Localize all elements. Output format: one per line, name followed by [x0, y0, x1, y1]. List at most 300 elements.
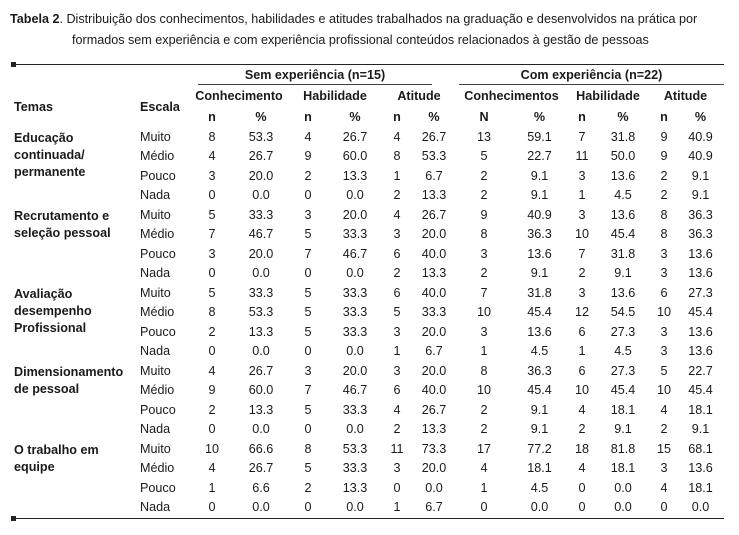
count-cell: 2: [480, 168, 488, 183]
percent-cell: 0.0: [252, 422, 270, 436]
subheader-cell: %: [694, 110, 707, 124]
scale-cell: Muito: [140, 285, 171, 300]
theme-label-line: continuada/: [14, 147, 85, 162]
theme-label-line: Dimensionamento: [14, 364, 124, 379]
percent-cell: 46.7: [342, 246, 368, 261]
column-header-sem-conhecimento: Conhecimento: [195, 89, 283, 104]
count-cell: 11: [575, 149, 589, 163]
percent-cell: 40.9: [688, 149, 713, 163]
count-cell: 3: [660, 324, 668, 339]
count-cell: 0: [393, 480, 401, 495]
count-cell: 2: [393, 188, 401, 202]
count-cell: 4: [304, 129, 312, 144]
count-cell: 0: [208, 266, 216, 280]
count-cell: 4: [660, 402, 668, 417]
percent-cell: 40.0: [421, 246, 447, 261]
count-cell: 4: [578, 402, 586, 417]
count-cell: 2: [208, 324, 216, 339]
count-cell: 8: [208, 305, 216, 319]
count-cell: 15: [656, 441, 671, 456]
count-cell: 3: [480, 324, 488, 339]
count-cell: 0: [208, 500, 216, 514]
count-cell: 7: [578, 246, 586, 261]
percent-cell: 31.8: [527, 285, 552, 300]
count-cell: 6: [393, 383, 401, 397]
count-cell: 3: [578, 207, 586, 222]
subheader-cell: %: [617, 110, 629, 124]
scale-cell: Muito: [140, 129, 171, 144]
percent-cell: 4.5: [530, 344, 549, 358]
percent-cell: 9.1: [614, 422, 632, 436]
count-cell: 10: [656, 305, 671, 319]
percent-cell: 31.8: [610, 246, 636, 261]
scale-cell: Pouco: [140, 246, 176, 261]
percent-cell: 20.0: [342, 363, 368, 378]
theme-label-line: permanente: [14, 164, 86, 179]
count-cell: 5: [660, 363, 668, 378]
scale-cell: Nada: [140, 344, 171, 358]
percent-cell: 26.7: [248, 461, 274, 475]
percent-cell: 40.0: [421, 285, 447, 300]
count-cell: 0: [304, 500, 312, 514]
percent-cell: 0.0: [614, 480, 632, 495]
count-cell: 8: [393, 149, 401, 163]
percent-cell: 0.0: [425, 480, 443, 495]
scale-cell: Médio: [140, 305, 175, 319]
count-cell: 3: [660, 246, 668, 261]
count-cell: 18: [574, 441, 589, 456]
percent-cell: 0.0: [252, 500, 270, 514]
count-cell: 17: [476, 441, 491, 456]
count-cell: 2: [480, 266, 488, 280]
percent-cell: 45.4: [688, 383, 713, 397]
count-cell: 10: [574, 227, 589, 241]
scale-cell: Muito: [140, 441, 171, 456]
table-row: [14, 440, 722, 460]
percent-cell: 54.5: [610, 305, 636, 319]
percent-cell: 33.3: [421, 305, 447, 319]
theme-label-line: de pessoal: [14, 381, 80, 396]
percent-cell: 6.7: [425, 344, 443, 358]
percent-cell: 46.7: [342, 383, 368, 397]
count-cell: 0: [208, 422, 216, 436]
percent-cell: 0.0: [346, 188, 364, 202]
percent-cell: 26.7: [421, 129, 447, 144]
percent-cell: 18.1: [688, 480, 713, 495]
count-cell: 6: [578, 363, 586, 378]
count-cell: 0: [578, 480, 586, 495]
count-cell: 5: [304, 227, 312, 241]
subheader-cell: n: [304, 110, 312, 124]
scale-cell: Nada: [140, 422, 171, 436]
percent-cell: 13.6: [688, 266, 713, 280]
percent-cell: 45.4: [610, 383, 636, 397]
count-cell: 7: [208, 227, 216, 241]
count-cell: 6: [393, 246, 401, 261]
count-cell: 7: [304, 246, 312, 261]
percent-cell: 68.1: [688, 441, 713, 456]
table-body: [14, 128, 722, 518]
top-rule: [13, 64, 724, 65]
percent-cell: 13.6: [610, 207, 636, 222]
table-caption: [10, 9, 732, 51]
count-cell: 4: [393, 402, 401, 417]
caption-text-line2: formados sem experiência e com experiência profissional conteúdos relacionados à gestão de pessoas: [72, 33, 649, 47]
percent-cell: 13.6: [688, 461, 713, 475]
percent-cell: 0.0: [346, 422, 364, 436]
table-row: [14, 128, 722, 148]
count-cell: 7: [578, 129, 586, 144]
percent-cell: 77.2: [527, 441, 552, 456]
count-cell: 3: [304, 207, 312, 222]
percent-cell: 40.9: [688, 129, 713, 144]
count-cell: 3: [660, 461, 668, 475]
count-cell: 5: [393, 305, 401, 319]
count-cell: 5: [208, 285, 216, 300]
count-cell: 2: [660, 188, 668, 202]
scale-cell: Médio: [140, 383, 175, 397]
percent-cell: 73.3: [421, 441, 447, 456]
count-cell: 5: [304, 461, 312, 475]
percent-cell: 33.3: [248, 285, 274, 300]
column-header-sem-habilidade: Habilidade: [303, 89, 367, 104]
count-cell: 7: [304, 383, 312, 397]
percent-cell: 26.7: [248, 149, 274, 163]
count-cell: 10: [204, 441, 219, 456]
count-cell: 8: [480, 363, 488, 378]
percent-cell: 45.4: [610, 227, 636, 241]
percent-cell: 33.3: [342, 285, 368, 300]
count-cell: 10: [476, 305, 491, 319]
count-cell: 4: [208, 149, 216, 163]
percent-cell: 26.7: [421, 207, 447, 222]
count-cell: 10: [574, 383, 589, 397]
count-cell: 0: [480, 500, 488, 514]
count-cell: 0: [304, 188, 312, 202]
count-cell: 5: [304, 324, 312, 339]
count-cell: 1: [480, 344, 488, 358]
count-cell: 8: [660, 207, 668, 222]
count-cell: 2: [578, 422, 586, 436]
percent-cell: 13.3: [248, 324, 274, 339]
count-cell: 2: [393, 266, 401, 280]
percent-cell: 40.9: [527, 207, 552, 222]
percent-cell: 27.3: [610, 363, 636, 378]
count-cell: 3: [393, 363, 401, 378]
column-header-sem-atitude: Atitude: [397, 89, 441, 104]
count-cell: 1: [578, 188, 586, 202]
percent-cell: 33.3: [342, 461, 368, 475]
caption-label: Tabela 2: [10, 12, 60, 26]
percent-cell: 20.0: [248, 168, 274, 183]
theme-label: [14, 128, 140, 206]
subheader-cell: %: [255, 110, 267, 124]
percent-cell: 26.7: [421, 402, 447, 417]
percent-cell: 0.0: [530, 500, 549, 514]
column-header-com-atitude: Atitude: [663, 89, 708, 104]
percent-cell: 0.0: [614, 500, 632, 514]
count-cell: 0: [578, 500, 586, 514]
column-header-com-habilidade: Habilidade: [576, 89, 640, 104]
percent-cell: 13.6: [527, 324, 552, 339]
percent-cell: 22.7: [527, 149, 552, 163]
percent-cell: 45.4: [688, 305, 713, 319]
percent-cell: 9.1: [691, 422, 710, 436]
count-cell: 4: [208, 461, 216, 475]
percent-cell: 13.6: [688, 344, 713, 358]
percent-cell: 59.1: [527, 129, 552, 144]
percent-cell: 33.3: [342, 227, 368, 241]
percent-cell: 36.3: [688, 227, 713, 241]
percent-cell: 53.3: [421, 149, 447, 163]
percent-cell: 60.0: [248, 383, 274, 397]
scale-cell: Médio: [140, 461, 175, 475]
percent-cell: 22.7: [688, 363, 713, 378]
percent-cell: 81.8: [610, 441, 636, 456]
count-cell: 1: [208, 480, 216, 495]
theme-label-line: O trabalho em: [14, 442, 99, 457]
subheader-cell: n: [393, 110, 401, 124]
count-cell: 3: [208, 168, 216, 183]
percent-cell: 18.1: [610, 402, 636, 417]
group-header-sem-experiencia: Sem experiência (n=15): [198, 66, 432, 85]
theme-label: [14, 362, 140, 440]
percent-cell: 4.5: [530, 480, 549, 495]
count-cell: 13: [476, 129, 491, 144]
percent-cell: 9.1: [530, 402, 549, 417]
count-cell: 9: [660, 129, 668, 144]
column-header-com-conhecimentos: Conhecimentos: [464, 89, 559, 104]
percent-cell: 18.1: [610, 461, 636, 475]
percent-cell: 13.3: [342, 480, 368, 495]
count-cell: 3: [393, 461, 401, 475]
percent-cell: 13.6: [688, 324, 713, 339]
percent-cell: 20.0: [421, 227, 447, 241]
count-cell: 3: [578, 168, 586, 183]
theme-label-line: Avaliação: [14, 286, 73, 301]
percent-cell: 26.7: [248, 363, 274, 378]
percent-cell: 46.7: [248, 227, 274, 241]
percent-cell: 33.3: [342, 324, 368, 339]
scale-cell: Pouco: [140, 324, 176, 339]
theme-label-line: Recrutamento e: [14, 208, 110, 223]
count-cell: 3: [578, 285, 586, 300]
percent-cell: 0.0: [346, 266, 364, 280]
count-cell: 2: [578, 266, 586, 280]
count-cell: 3: [480, 246, 488, 261]
count-cell: 6: [393, 285, 401, 300]
scale-cell: Pouco: [140, 168, 176, 183]
count-cell: 4: [480, 461, 488, 475]
percent-cell: 13.6: [527, 246, 552, 261]
subheader-cell: %: [533, 110, 546, 124]
subheader-cell: n: [660, 110, 668, 124]
count-cell: 3: [660, 266, 668, 280]
count-cell: 9: [660, 149, 668, 163]
count-cell: 0: [660, 500, 668, 514]
percent-cell: 33.3: [342, 305, 368, 319]
percent-cell: 36.3: [527, 363, 552, 378]
count-cell: 1: [393, 168, 401, 183]
count-cell: 3: [393, 227, 401, 241]
percent-cell: 9.1: [530, 266, 549, 280]
count-cell: 6: [660, 285, 668, 300]
percent-cell: 0.0: [691, 500, 710, 514]
percent-cell: 20.0: [421, 461, 447, 475]
count-cell: 3: [393, 324, 401, 339]
percent-cell: 20.0: [421, 324, 447, 339]
theme-label-line: seleção pessoal: [14, 225, 111, 240]
count-cell: 0: [304, 344, 312, 358]
percent-cell: 20.0: [421, 363, 447, 378]
count-cell: 5: [480, 149, 488, 163]
percent-cell: 50.0: [610, 149, 636, 163]
count-cell: 8: [208, 129, 216, 144]
count-cell: 0: [208, 188, 216, 202]
percent-cell: 60.0: [342, 149, 368, 163]
theme-label-line: equipe: [14, 459, 55, 474]
theme-label-line: Profissional: [14, 320, 87, 335]
percent-cell: 53.3: [248, 305, 274, 319]
percent-cell: 0.0: [252, 266, 270, 280]
count-cell: 10: [476, 383, 491, 397]
scale-cell: Pouco: [140, 480, 176, 495]
count-cell: 6: [578, 324, 586, 339]
count-cell: 8: [304, 441, 312, 456]
count-cell: 3: [660, 344, 668, 358]
table-row: [14, 206, 722, 226]
percent-cell: 27.3: [688, 285, 713, 300]
caption-text-line1: . Distribuição dos conhecimentos, habilidades e atitudes trabalhados na graduação e desenvolvidos na prática por: [59, 12, 698, 26]
count-cell: 2: [660, 168, 668, 183]
percent-cell: 31.8: [610, 129, 636, 144]
percent-cell: 13.3: [248, 402, 274, 417]
subheader-cell: n: [208, 110, 216, 124]
percent-cell: 36.3: [688, 207, 713, 222]
percent-cell: 6.7: [425, 500, 443, 514]
percent-cell: 20.0: [248, 246, 274, 261]
percent-cell: 45.4: [527, 383, 552, 397]
count-cell: 9: [480, 207, 488, 222]
percent-cell: 66.6: [248, 441, 274, 456]
count-cell: 10: [656, 383, 671, 397]
percent-cell: 27.3: [610, 324, 636, 339]
count-cell: 2: [660, 422, 668, 436]
count-cell: 4: [393, 207, 401, 222]
percent-cell: 33.3: [342, 402, 368, 417]
column-header-escala: Escala: [140, 100, 180, 114]
theme-label: [14, 440, 140, 518]
count-cell: 3: [208, 246, 216, 261]
percent-cell: 18.1: [688, 402, 713, 417]
scale-cell: Pouco: [140, 402, 176, 417]
theme-label: [14, 206, 140, 284]
percent-cell: 13.6: [610, 285, 636, 300]
percent-cell: 40.0: [421, 383, 447, 397]
percent-cell: 9.1: [691, 168, 710, 183]
count-cell: 4: [208, 363, 216, 378]
count-cell: 5: [304, 305, 312, 319]
subheader-cell: n: [578, 110, 586, 124]
scale-cell: Médio: [140, 149, 175, 163]
percent-cell: 6.6: [252, 480, 270, 495]
scale-cell: Muito: [140, 207, 171, 222]
count-cell: 8: [480, 227, 488, 241]
scale-cell: Nada: [140, 266, 171, 280]
percent-cell: 9.1: [530, 422, 549, 436]
subheader-cell: N: [479, 110, 489, 124]
count-cell: 9: [304, 149, 312, 163]
count-cell: 11: [390, 441, 404, 456]
count-cell: 4: [393, 129, 401, 144]
count-cell: 5: [208, 207, 216, 222]
percent-cell: 9.1: [691, 188, 710, 202]
count-cell: 2: [480, 402, 488, 417]
count-cell: 2: [480, 188, 488, 202]
count-cell: 1: [480, 480, 488, 495]
percent-cell: 13.3: [421, 266, 447, 280]
percent-cell: 0.0: [346, 500, 364, 514]
percent-cell: 13.3: [421, 188, 447, 202]
scale-cell: Muito: [140, 363, 171, 378]
table-row: [14, 284, 722, 304]
subheader-cell: %: [428, 110, 440, 124]
subheader-cell: %: [349, 110, 361, 124]
count-cell: 7: [480, 285, 488, 300]
percent-cell: 13.6: [688, 246, 713, 261]
count-cell: 0: [208, 344, 216, 358]
scale-cell: Médio: [140, 227, 175, 241]
count-cell: 4: [660, 480, 668, 495]
percent-cell: 4.5: [614, 188, 632, 202]
count-cell: 2: [304, 480, 312, 495]
bottom-rule: [13, 518, 724, 519]
percent-cell: 33.3: [248, 207, 274, 222]
percent-cell: 0.0: [252, 344, 270, 358]
count-cell: 12: [574, 305, 589, 319]
percent-cell: 9.1: [530, 188, 549, 202]
count-cell: 0: [304, 422, 312, 436]
percent-cell: 13.3: [342, 168, 368, 183]
count-cell: 9: [208, 383, 216, 397]
percent-cell: 0.0: [346, 344, 364, 358]
percent-cell: 0.0: [252, 188, 270, 202]
scale-cell: Nada: [140, 500, 171, 514]
count-cell: 2: [208, 402, 216, 417]
percent-cell: 9.1: [614, 266, 632, 280]
count-cell: 1: [393, 344, 401, 358]
percent-cell: 4.5: [614, 344, 632, 358]
percent-cell: 6.7: [425, 168, 443, 183]
percent-cell: 53.3: [248, 129, 274, 144]
count-cell: 8: [660, 227, 668, 241]
table-row: [14, 362, 722, 382]
count-cell: 3: [304, 363, 312, 378]
count-cell: 2: [393, 422, 401, 436]
count-cell: 5: [304, 285, 312, 300]
percent-cell: 45.4: [527, 305, 552, 319]
count-cell: 5: [304, 402, 312, 417]
percent-cell: 9.1: [530, 168, 549, 183]
theme-label-line: Educação: [14, 130, 74, 145]
count-cell: 2: [480, 422, 488, 436]
percent-cell: 13.3: [421, 422, 447, 436]
theme-label-line: desempenho: [14, 303, 92, 318]
percent-cell: 36.3: [527, 227, 552, 241]
column-header-temas: Temas: [14, 100, 53, 114]
data-table: [14, 86, 722, 518]
percent-cell: 18.1: [527, 461, 552, 475]
